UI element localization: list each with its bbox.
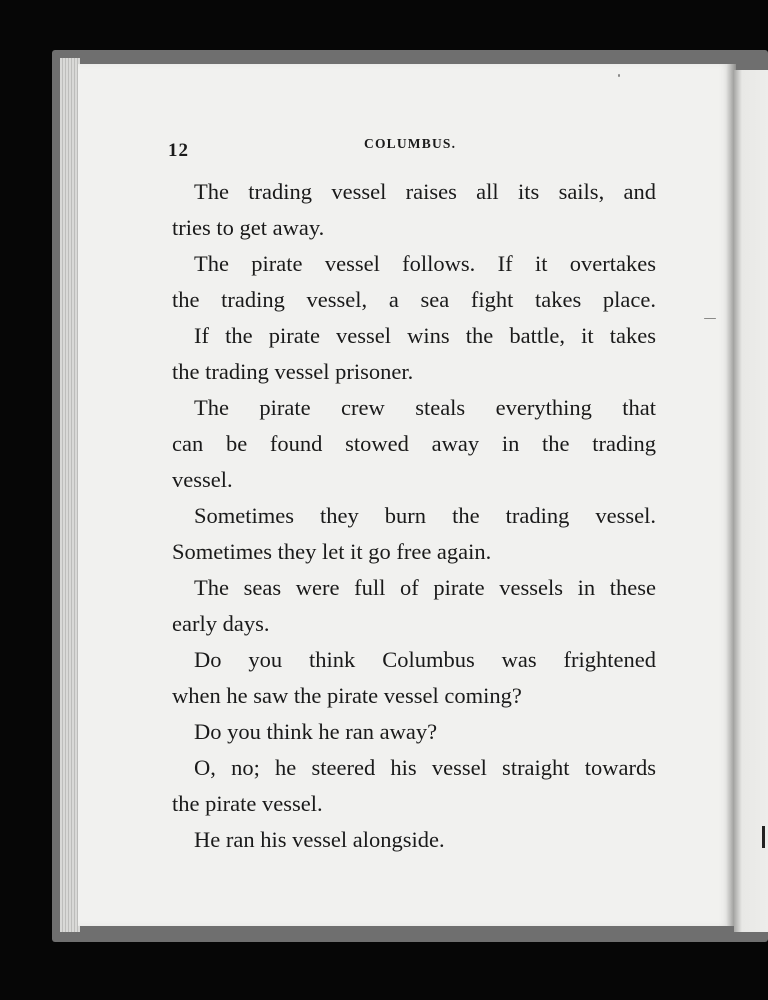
text-line: O, no; he steered his vessel straight towards [194, 755, 656, 780]
text-line: The seas were full of pirate vessels in these [194, 575, 656, 600]
text-line: The pirate vessel follows. If it overtakes [194, 251, 656, 276]
text-line: The pirate crew steals everything that [194, 395, 656, 420]
text-line: If the pirate vessel wins the battle, it takes [194, 323, 656, 348]
text-line: the trading vessel prisoner. [172, 359, 414, 384]
body-text [172, 174, 656, 858]
text-line: Sometimes they let it go free again. [172, 539, 492, 564]
text-line: vessel. [172, 467, 233, 492]
page-edges [60, 58, 80, 932]
text-line: Do you think he ran away? [194, 719, 438, 744]
text-line: tries to get away. [172, 215, 325, 240]
text-line: can be found stowed away in the trading [172, 431, 656, 456]
text-line: early days. [172, 611, 270, 636]
text-line: He ran his vessel alongside. [194, 827, 445, 852]
text-line: The trading vessel raises all its sails, and [194, 179, 656, 204]
facing-page-mark [762, 826, 765, 848]
text-line: Do you think Columbus was frightened [194, 647, 656, 672]
page-number: 12 [168, 140, 189, 161]
text-line: the pirate vessel. [172, 791, 323, 816]
text-line: when he saw the pirate vessel coming? [172, 683, 522, 708]
paper-speck [704, 318, 716, 319]
running-title: COLUMBUS. [364, 136, 457, 151]
facing-page [734, 70, 768, 932]
text-line: Sometimes they burn the trading vessel. [194, 503, 656, 528]
paper-speck [618, 74, 620, 77]
text-line: the trading vessel, a sea fight takes place. [172, 287, 656, 312]
